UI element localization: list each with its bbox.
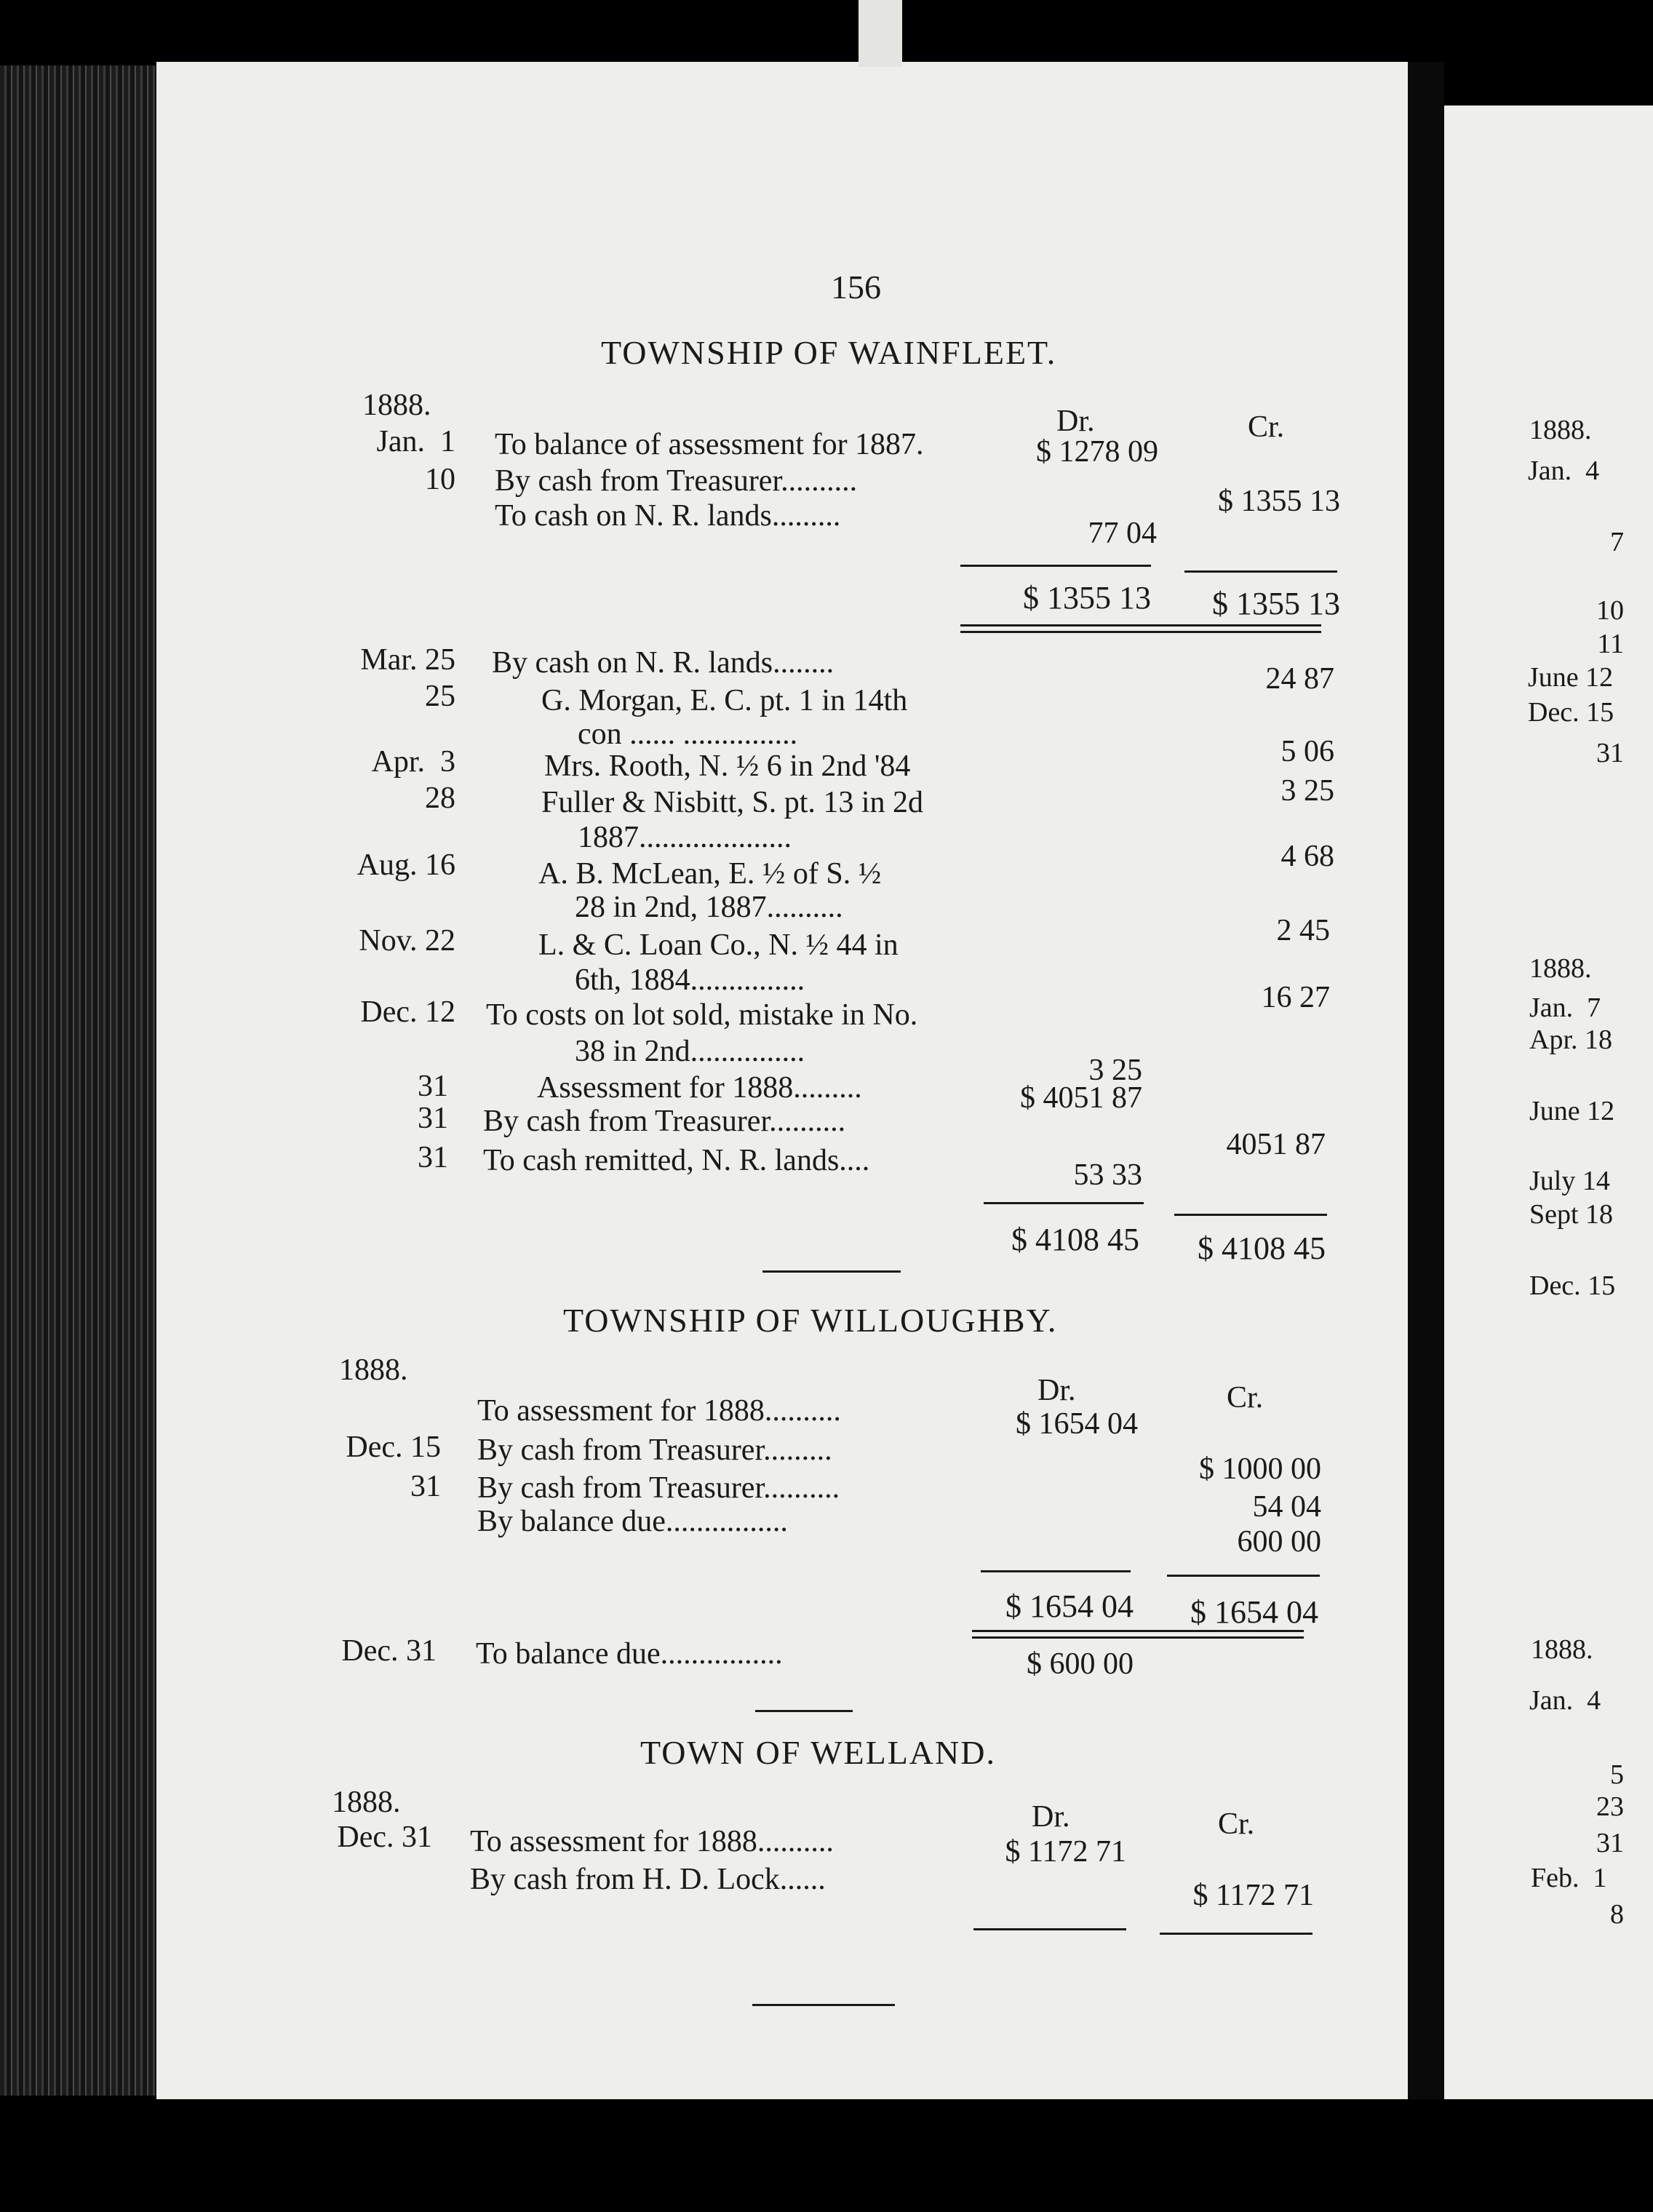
row-text: To assessment for 1888.......... (470, 1825, 834, 1858)
willoughby-dr-header: Dr. (1037, 1374, 1076, 1407)
welland-title: TOWN OF WELLAND. (640, 1734, 996, 1771)
row-dr: $ 1278 09 (1036, 435, 1158, 469)
facing-line: 1888. (1531, 1634, 1593, 1665)
facing-line: Jan. 4 (1529, 1685, 1601, 1716)
welland-cr-header: Cr. (1218, 1807, 1255, 1841)
row-date: Dec. 12 (360, 995, 455, 1029)
facing-line: 11 (1597, 629, 1624, 659)
row-text: 38 in 2nd............... (575, 1035, 805, 1068)
willoughby-title: TOWNSHIP OF WILLOUGHBY. (563, 1302, 1058, 1339)
double-rule (972, 1630, 1304, 1639)
row-date: 31 (410, 1470, 441, 1503)
facing-line: June 12 (1528, 662, 1614, 693)
facing-line: 31 (1596, 738, 1624, 768)
facing-line: 31 (1596, 1828, 1624, 1858)
facing-line: Dec. 15 (1529, 1270, 1616, 1301)
rule (960, 565, 1151, 567)
row-text: A. B. McLean, E. ½ of S. ½ (538, 857, 882, 891)
facing-line: Feb. 1 (1531, 1863, 1607, 1893)
row-date: 28 (425, 781, 455, 815)
row-date: 31 (418, 1070, 448, 1103)
subtotal-cr: $ 1355 13 (1212, 586, 1340, 621)
row-date: Nov. 22 (359, 924, 455, 958)
welland-dr-header: Dr. (1032, 1800, 1070, 1834)
total-dr: $ 1654 04 (1005, 1588, 1134, 1624)
total-cr: $ 4108 45 (1198, 1230, 1326, 1266)
page-gutter (1408, 62, 1444, 2099)
row-text: Fuller & Nisbitt, S. pt. 13 in 2d (541, 786, 924, 819)
facing-line: 1888. (1529, 953, 1592, 984)
row-text: By cash on N. R. lands........ (492, 646, 835, 680)
row-cr: 16 27 (1261, 981, 1330, 1014)
welland-year: 1888. (332, 1786, 401, 1819)
section-divider (752, 2004, 895, 2006)
willoughby-year: 1888. (339, 1353, 408, 1387)
row-dr: $ 4051 87 (1020, 1081, 1142, 1115)
row-text: To costs on lot sold, mistake in No. (486, 998, 918, 1032)
wainfleet-cr-header: Cr. (1248, 410, 1285, 444)
row-cr: 54 04 (1252, 1490, 1321, 1524)
facing-line: Jan. 7 (1529, 992, 1601, 1023)
total-dr: $ 4108 45 (1011, 1222, 1139, 1257)
facing-line: 7 (1610, 527, 1624, 557)
balance-text: To balance due................ (476, 1637, 783, 1671)
row-dr: 77 04 (1088, 517, 1157, 550)
row-cr: 4051 87 (1226, 1128, 1326, 1161)
page-tab (859, 0, 902, 67)
facing-line: Jan. 4 (1528, 455, 1600, 486)
row-cr: $ 1355 13 (1218, 485, 1340, 518)
facing-line: July 14 (1529, 1166, 1610, 1196)
row-cr: 600 00 (1237, 1525, 1321, 1559)
row-dr: 3 25 (1088, 1054, 1142, 1087)
row-cr: 2 45 (1276, 914, 1330, 947)
row-cr: 3 25 (1280, 774, 1334, 808)
wainfleet-title: TOWNSHIP OF WAINFLEET. (601, 334, 1057, 371)
wainfleet-year: 1888. (362, 389, 431, 422)
row-text: By cash from H. D. Lock...... (470, 1863, 826, 1896)
facing-line: 23 (1596, 1791, 1624, 1822)
row-text: By cash from Treasurer.......... (477, 1471, 840, 1505)
row-text: To cash remitted, N. R. lands.... (483, 1144, 870, 1177)
rule (984, 1202, 1144, 1204)
row-date: 31 (418, 1141, 448, 1174)
rule (1160, 1933, 1313, 1935)
row-date: Dec. 15 (346, 1431, 441, 1464)
row-text: By cash from Treasurer.......... (495, 464, 858, 498)
row-dr: 53 33 (1073, 1158, 1142, 1192)
row-date: Aug. 16 (357, 848, 455, 882)
row-dr: $ 1172 71 (1005, 1835, 1126, 1869)
row-text: L. & C. Loan Co., N. ½ 44 in (538, 928, 899, 962)
rule (973, 1928, 1126, 1930)
row-cr: 4 68 (1280, 840, 1334, 873)
facing-line: 5 (1610, 1759, 1624, 1790)
row-date: Mar. 25 (360, 643, 455, 677)
row-text: To balance of assessment for 1887. (495, 428, 924, 461)
balance-date: Dec. 31 (341, 1634, 437, 1668)
row-text: con ...... ............... (578, 717, 798, 751)
facing-line: Dec. 15 (1528, 697, 1614, 728)
section-divider (762, 1270, 901, 1273)
row-date: 10 (425, 463, 455, 496)
section-divider (755, 1710, 853, 1712)
facing-line: 10 (1596, 595, 1624, 626)
facing-line: June 12 (1529, 1096, 1615, 1126)
row-text: By balance due................ (477, 1505, 788, 1538)
row-cr: $ 1172 71 (1192, 1879, 1314, 1912)
row-text: By cash from Treasurer......... (477, 1433, 832, 1467)
facing-line: 1888. (1529, 415, 1592, 445)
facing-line: Apr. 18 (1529, 1025, 1612, 1055)
willoughby-cr-header: Cr. (1227, 1381, 1264, 1415)
row-text: 6th, 1884............... (575, 963, 805, 997)
wainfleet-dr-header: Dr. (1056, 405, 1095, 438)
row-cr: 5 06 (1280, 735, 1334, 768)
facing-line: Sept 18 (1529, 1199, 1614, 1230)
row-date: Apr. 3 (371, 745, 455, 779)
row-text: Assessment for 1888......... (537, 1071, 862, 1105)
row-text: 28 in 2nd, 1887.......... (575, 891, 843, 924)
row-text: Mrs. Rooth, N. ½ 6 in 2nd '84 (544, 749, 911, 783)
balance-dr: $ 600 00 (1027, 1647, 1134, 1681)
row-cr: 24 87 (1265, 662, 1334, 696)
rule (1184, 570, 1337, 573)
row-text: G. Morgan, E. C. pt. 1 in 14th (541, 684, 908, 717)
row-date: 25 (425, 680, 455, 713)
row-text: 1887.................... (578, 821, 792, 854)
facing-line: 8 (1610, 1899, 1624, 1930)
row-text: To cash on N. R. lands......... (495, 499, 841, 533)
row-cr: $ 1000 00 (1199, 1452, 1321, 1486)
row-date: Jan. 1 (376, 425, 455, 458)
rule (981, 1570, 1131, 1572)
book-spine (0, 65, 156, 2096)
double-rule (960, 624, 1321, 633)
row-date: Dec. 31 (337, 1821, 432, 1854)
total-cr: $ 1654 04 (1190, 1594, 1318, 1630)
row-text: To assessment for 1888.......... (477, 1394, 841, 1428)
page-number: 156 (831, 268, 881, 306)
rule (1167, 1575, 1320, 1577)
subtotal-dr: $ 1355 13 (1023, 580, 1151, 616)
rule (1174, 1214, 1327, 1216)
row-text: By cash from Treasurer.......... (483, 1105, 846, 1138)
row-date: 31 (418, 1102, 448, 1135)
row-dr: $ 1654 04 (1016, 1407, 1138, 1441)
